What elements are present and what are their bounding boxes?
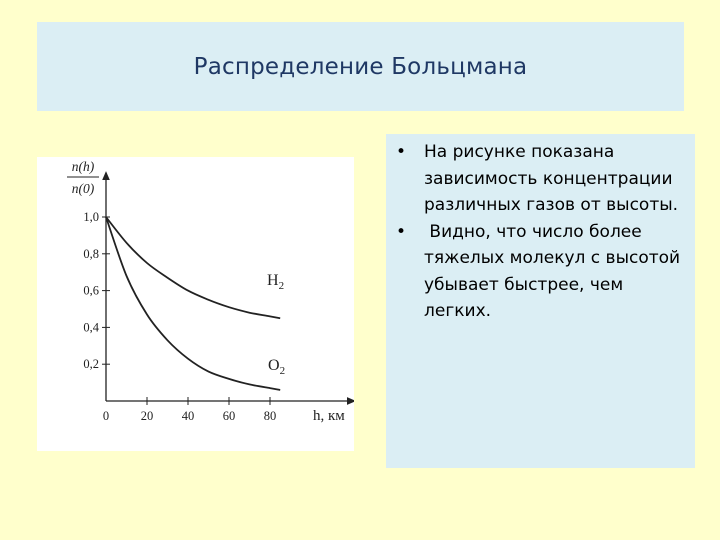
series-label-subscript: 2 (279, 365, 286, 377)
x-tick-label: 40 (181, 409, 195, 423)
y-tick-label: 0,8 (83, 246, 99, 261)
series-line-o2 (106, 217, 280, 390)
y-axis-label (67, 159, 99, 196)
y-tick-label: 0,2 (83, 357, 99, 372)
bullet-item-2 (386, 219, 695, 325)
slide-title: Распределение Больцмана (193, 53, 528, 80)
series-line-h2 (106, 217, 280, 318)
x-tick-label: 20 (140, 409, 154, 423)
y-label-numerator: n(h) (71, 159, 95, 174)
bullet-icon: • (396, 142, 407, 162)
series-label-subscript: 2 (278, 280, 285, 292)
x-tick-label: 80 (263, 409, 277, 423)
x-axis-label: h, км (313, 408, 345, 424)
bullet-icon: • (396, 221, 407, 242)
chart-panel (37, 157, 354, 451)
bullet-text-2: Видно, что число более тяжелых молекул с высотой убывает быстрее, чем легких. (424, 221, 686, 321)
y-tick-label: 0,4 (83, 320, 99, 335)
bullet-item-1 (386, 139, 695, 219)
boltzmann-chart (37, 157, 354, 451)
x-tick-label: 60 (222, 409, 236, 423)
y-tick-label: 0,6 (83, 283, 99, 298)
series-label-main: H (267, 272, 279, 289)
description-panel (386, 134, 695, 468)
title-panel (37, 22, 684, 111)
x-tick-label: 0 (102, 409, 110, 423)
series-label-o2 (268, 357, 285, 377)
bullet-list (386, 139, 695, 325)
bullet-text-1: На рисунке показана зависимость концентрации различных газов от высоты. (424, 142, 679, 215)
series-label-main: O (268, 357, 280, 374)
y-tick-label: 1,0 (83, 210, 99, 224)
y-label-denominator: n(0) (71, 181, 95, 196)
series-label-h2 (267, 272, 284, 292)
